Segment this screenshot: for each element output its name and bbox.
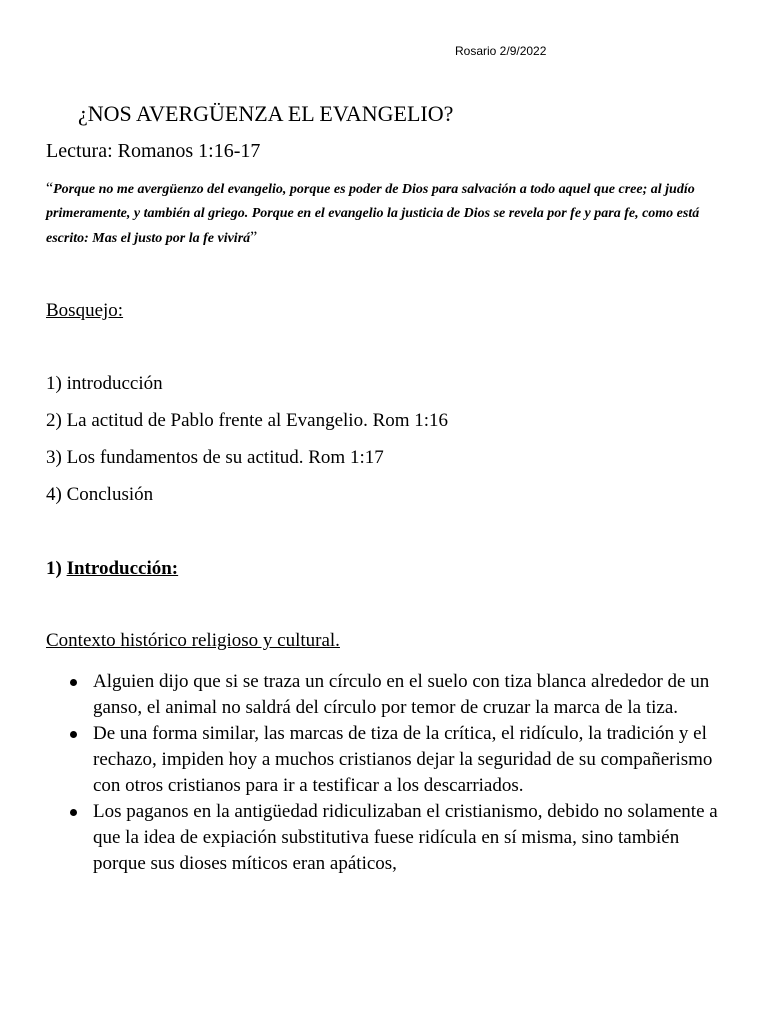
bullet-dot-icon (70, 731, 77, 738)
outline-item: 3) Los fundamentos de su actitud. Rom 1:17 (46, 447, 384, 468)
list-item (46, 799, 726, 877)
section-heading-introduction (46, 558, 178, 580)
list-item (46, 669, 726, 721)
bullet-dot-icon (70, 679, 77, 686)
quote-open-mark: “ (46, 180, 54, 197)
bullet-text: Los paganos en la antigüedad ridiculizaban el cristianismo, debido no solamente a que la idea de expiación substitutiva fuese ridícula en sí misma, sino también porque sus dioses míticos eran apáticos, (93, 801, 718, 874)
outline-item: 4) Conclusión (46, 484, 154, 505)
sermon-title: ¿NOS AVERGÜENZA EL EVANGELIO? (78, 101, 454, 126)
context-bullet-list (46, 669, 726, 877)
scripture-quote (46, 177, 726, 251)
bullet-text: De una forma similar, las marcas de tiza de la crítica, el ridículo, la tradición y el rechazo, impiden hoy a muchos cristianos dejar la seguridad de su compañerismo con otros cristianos para ir a testificar a los descarriados. (93, 723, 713, 796)
outline-list (46, 373, 448, 521)
reading-reference: Lectura: Romanos 1:16-17 (46, 140, 261, 162)
outline-heading: Bosquejo: (46, 300, 124, 321)
outline-item: 1) introducción (46, 373, 163, 394)
outline-item: 2) La actitud de Pablo frente al Evangelio. Rom 1:16 (46, 410, 449, 431)
place-date: Rosario 2/9/2022 (455, 44, 547, 58)
section-number: 1) (46, 558, 67, 579)
list-item (46, 721, 726, 799)
quote-close-mark: ” (250, 229, 258, 246)
bullet-dot-icon (70, 809, 77, 816)
section-title: Introducción: (66, 558, 179, 579)
quote-text: Porque no me avergüenzo del evangelio, porque es poder de Dios para salvación a todo aquel que cree; al judío primeramente, y también al griego. Porque en el evangelio la justicia de Dios se revela por fe y para fe, como está escrito: Mas el justo por la fe vivirá (46, 182, 700, 246)
context-heading: Contexto histórico religioso y cultural. (46, 630, 340, 651)
bullet-text: Alguien dijo que si se traza un círculo en el suelo con tiza blanca alrededor de un ganso, el animal no saldrá del círculo por temor de cruzar la marca de la tiza. (93, 671, 710, 718)
